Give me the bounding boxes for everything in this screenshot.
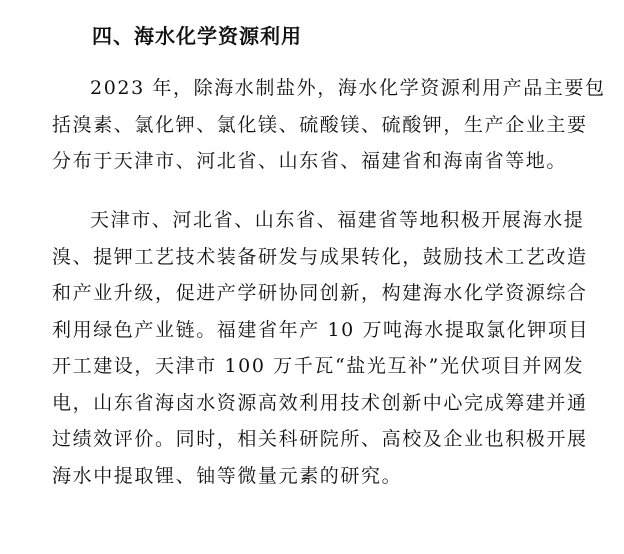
paragraph-line: 过绩效评价。同时，相关科研院所、高校及企业也积极开展	[52, 428, 588, 450]
paragraph-line: 天津市、河北省、山东省、福建省等地积极开展海水提	[90, 209, 585, 231]
paragraph-line: 溴、提钾工艺技术装备研发与成果转化，鼓励技术工艺改造	[52, 245, 588, 268]
paragraph-regional-progress	[52, 202, 612, 494]
paragraph-line: 开工建设，天津市 100 万千瓦“盐光互补”光伏项目并网发	[52, 355, 585, 377]
paragraph-line: 利用绿色产业链。福建省年产 10 万吨海水提取氯化钾项目	[52, 318, 590, 341]
paragraph-line: 海水中提取锂、铀等微量元素的研究。	[52, 464, 403, 487]
paragraph-line: 和产业升级，促进产学研协同创新，构建海水化学资源综合	[52, 282, 588, 304]
paragraph-line: 括溴素、氯化钾、氯化镁、硫酸镁、硫酸钾，生产企业主要	[52, 113, 588, 136]
paragraph-line: 分布于天津市、河北省、山东省、福建省和海南省等地。	[52, 150, 568, 172]
paragraph-product-overview	[52, 70, 612, 180]
section-heading: 四、海水化学资源利用	[92, 24, 302, 48]
paragraph-line: 2023 年，除海水制盐外，海水化学资源利用产品主要包	[90, 77, 606, 99]
paragraph-line: 电，山东省海卤水资源高效利用技术创新中心完成筹建并通	[52, 391, 588, 414]
